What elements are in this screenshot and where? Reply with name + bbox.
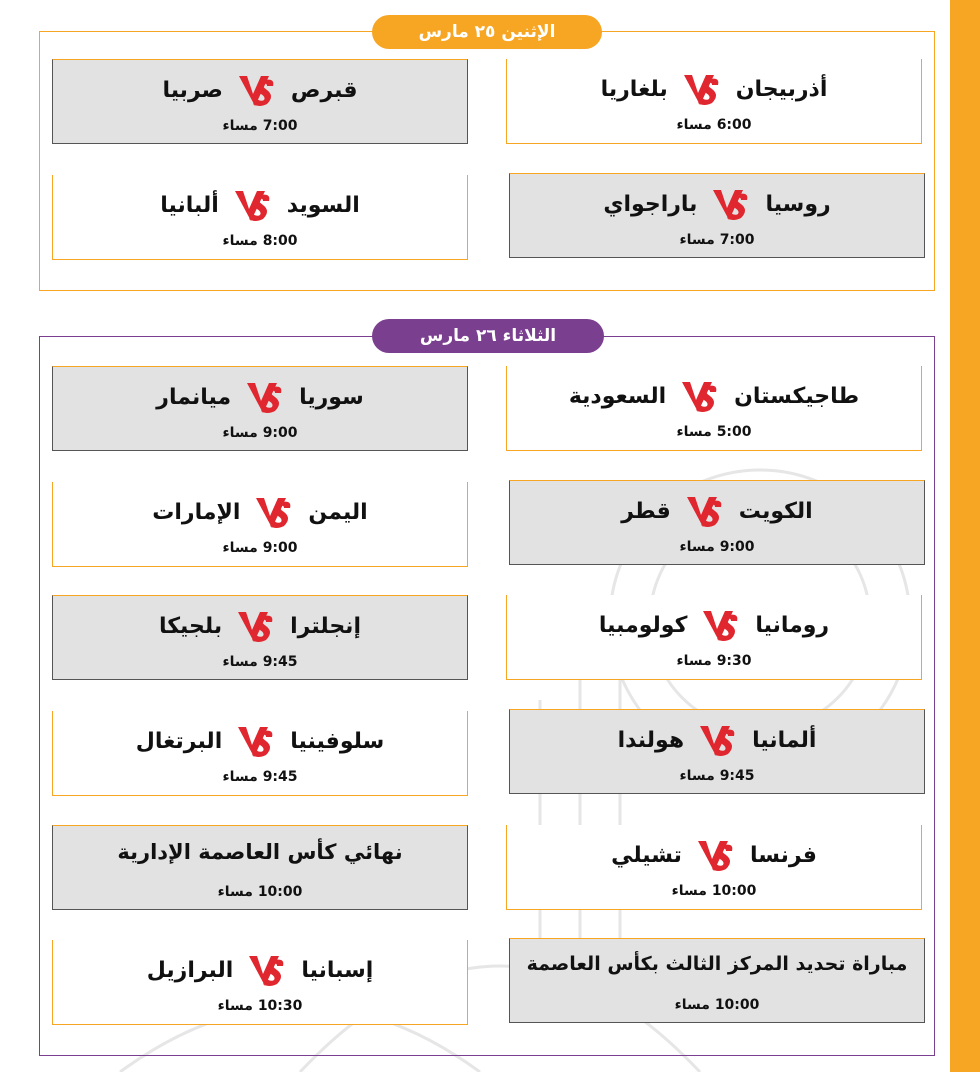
vs-icon — [680, 376, 720, 416]
match-time: 10:30 مساء — [217, 998, 303, 1014]
team-right: أذربيجان — [735, 76, 828, 102]
team-right: طاجيكستان — [734, 383, 860, 409]
match-card-final — [52, 825, 468, 910]
match-time: 9:45 مساء — [679, 768, 755, 784]
team-right: إسبانيا — [301, 957, 374, 983]
team-left: البرازيل — [146, 957, 234, 983]
team-right: اليمن — [308, 499, 368, 525]
team-left: ألبانيا — [160, 192, 219, 218]
team-left: السعودية — [568, 383, 667, 409]
vs-icon — [254, 492, 294, 532]
team-left: صربيا — [162, 77, 223, 103]
vs-icon — [682, 69, 722, 109]
match-title: مباراة تحديد المركز الثالث بكأس العاصمة — [526, 953, 908, 975]
match-card — [52, 366, 468, 451]
team-left: باراجواي — [603, 191, 698, 217]
team-right: السويد — [286, 192, 360, 218]
match-time: 7:00 مساء — [222, 118, 298, 134]
match-time: 9:45 مساء — [222, 769, 298, 785]
vs-icon — [701, 605, 741, 645]
team-right: إنجلترا — [290, 613, 361, 639]
match-time: 9:00 مساء — [679, 539, 755, 555]
match-card — [52, 595, 468, 680]
team-left: هولندا — [617, 727, 685, 753]
team-right: سلوفينيا — [290, 728, 385, 754]
match-card — [506, 59, 922, 144]
match-time: 9:00 مساء — [222, 540, 298, 556]
vs-icon — [233, 185, 273, 225]
team-left: ميانمار — [156, 384, 232, 410]
vs-icon — [685, 491, 725, 531]
day-label-monday: الإثنين ٢٥ مارس — [372, 15, 602, 49]
team-left: تشيلي — [611, 842, 682, 868]
match-card — [506, 366, 922, 451]
match-card — [509, 480, 925, 565]
team-right: الكويت — [738, 498, 813, 524]
match-card — [52, 940, 468, 1025]
match-time: 7:00 مساء — [679, 232, 755, 248]
team-left: قطر — [621, 498, 671, 524]
match-card — [52, 175, 468, 260]
team-left: بلغاريا — [600, 76, 668, 102]
team-right: قبرص — [290, 77, 358, 103]
match-time: 10:00 مساء — [217, 884, 303, 900]
vs-icon — [236, 721, 276, 761]
match-card — [52, 482, 468, 567]
vs-icon — [237, 70, 277, 110]
match-time: 8:00 مساء — [222, 233, 298, 249]
team-right: سوريا — [299, 384, 364, 410]
match-time: 5:00 مساء — [676, 424, 752, 440]
match-card — [509, 709, 925, 794]
day-label-tuesday: الثلاثاء ٢٦ مارس — [372, 319, 604, 353]
match-time: 10:00 مساء — [671, 883, 757, 899]
vs-icon — [698, 720, 738, 760]
vs-icon — [696, 835, 736, 875]
match-card — [509, 173, 925, 258]
vs-icon — [711, 184, 751, 224]
match-time: 9:30 مساء — [676, 653, 752, 669]
match-time: 9:45 مساء — [222, 654, 298, 670]
match-card — [506, 595, 922, 680]
match-card-third-place — [509, 938, 925, 1023]
team-right: فرنسا — [749, 842, 817, 868]
team-right: ألمانيا — [752, 727, 817, 753]
vs-icon — [247, 950, 287, 990]
team-left: الإمارات — [152, 499, 241, 525]
vs-icon — [245, 377, 285, 417]
team-right: روسيا — [765, 191, 831, 217]
match-card — [52, 59, 468, 144]
team-left: كولومبيا — [598, 612, 688, 638]
match-card — [52, 711, 468, 796]
team-left: بلجيكا — [159, 613, 223, 639]
match-title: نهائي كأس العاصمة الإدارية — [117, 840, 403, 864]
team-left: البرتغال — [135, 728, 223, 754]
match-time: 9:00 مساء — [222, 425, 298, 441]
match-time: 10:00 مساء — [674, 997, 760, 1013]
team-right: رومانيا — [755, 612, 830, 638]
right-accent-bar — [950, 0, 980, 1072]
match-card — [506, 825, 922, 910]
match-time: 6:00 مساء — [676, 117, 752, 133]
vs-icon — [236, 606, 276, 646]
